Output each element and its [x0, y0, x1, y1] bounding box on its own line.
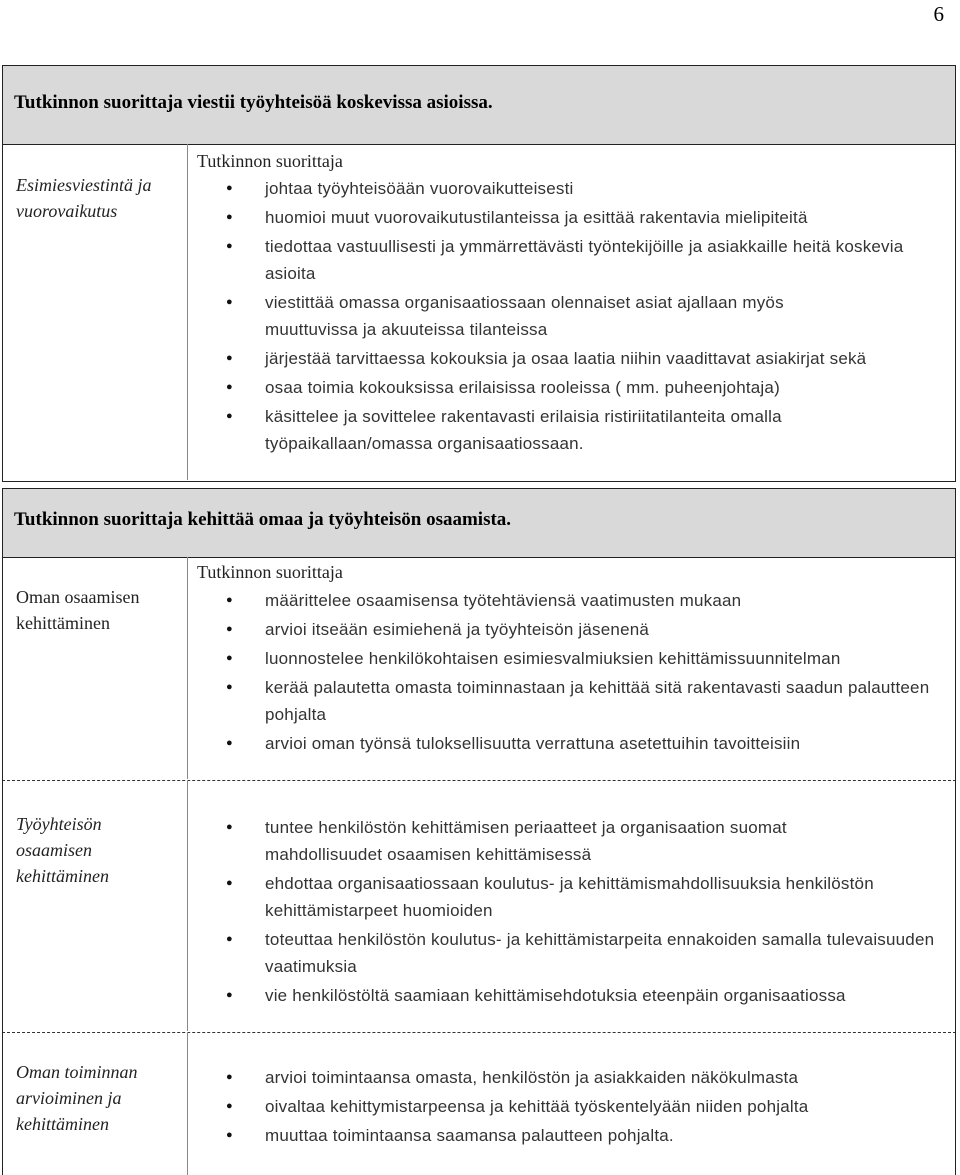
page-number: 6	[933, 2, 944, 26]
row2-label-line-1: Työyhteisön	[16, 814, 102, 834]
row1-label-line-2: kehittäminen	[16, 613, 110, 633]
row3-label-line-2: arvioiminen ja	[16, 1088, 122, 1108]
list-item: ● järjestää tarvittaessa kokouksia ja osaa laatia niihin vaadittavat asiakirjat sekä	[231, 345, 931, 372]
row3-list	[231, 1064, 931, 1151]
row2-label-line-2: osaamisen	[16, 840, 92, 860]
section1-intro: Tutkinnon suorittaja	[197, 151, 343, 171]
section2-row-2	[2, 780, 956, 1033]
list-item: ● viestittää omassa organisaatiossaan olennaiset asiat ajallaan myös muuttuvissa ja akuuteissa tilanteissa	[231, 289, 855, 343]
row2-list	[231, 814, 935, 1011]
list-item: ● tuntee henkilöstön kehittämisen periaatteet ja organisaation suomat mahdollisuudet osaamisen kehittämisessä	[231, 814, 905, 868]
list-item: ● käsittelee ja sovittelee rakentavasti erilaisia ristiriitatilanteita omalla työpaikallaan/omassa organisaatiossaan.	[231, 403, 905, 457]
section1-label	[16, 172, 151, 224]
row3-label	[16, 1059, 138, 1137]
list-item: ● muuttaa toimintaansa saamansa palautteen pohjalta.	[231, 1122, 931, 1149]
list-item: ● arvioi toimintaansa omasta, henkilöstön ja asiakkaiden näkökulmasta	[231, 1064, 931, 1091]
list-item: ● oivaltaa kehittymistarpeensa ja kehittää työskentelyään niiden pohjalta	[231, 1093, 931, 1120]
list-item: ● vie henkilöstöltä saamiaan kehittämisehdotuksia eteenpäin organisaatiossa	[231, 982, 931, 1009]
list-item: ● luonnostelee henkilökohtaisen esimiesvalmiuksien kehittämissuunnitelman	[231, 645, 931, 672]
list-item: ● tiedottaa vastuullisesti ja ymmärrettävästi työntekijöille ja asiakkaille heitä koskevia asioita	[231, 233, 905, 287]
row3-label-line-3: kehittäminen	[16, 1114, 109, 1134]
list-item: ● huomioi muut vuorovaikutustilanteissa ja esittää rakentavia mielipiteitä	[231, 204, 931, 231]
row1-label	[16, 584, 139, 636]
row2-label-line-3: kehittäminen	[16, 866, 109, 886]
section1-list	[231, 175, 931, 459]
list-item: ● ehdottaa organisaatiossaan koulutus- ja kehittämismahdollisuuksia henkilöstön kehittämistarpeet huomioiden	[231, 870, 905, 924]
list-item: ● määrittelee osaamisensa työtehtäviensä vaatimusten mukaan	[231, 587, 931, 614]
section2-header	[2, 488, 956, 558]
section2-heading: Tutkinnon suorittaja kehittää omaa ja työyhteisön osaamista.	[14, 509, 512, 530]
section1-label-line-1: Esimiesviestintä ja	[16, 175, 152, 195]
row1-list	[231, 587, 931, 759]
section1-header	[2, 65, 956, 145]
list-item: ● osaa toimia kokouksissa erilaisissa rooleissa ( mm. puheenjohtaja)	[231, 374, 931, 401]
list-item: ● arvioi itseään esimiehenä ja työyhteisön jäsenenä	[231, 616, 931, 643]
list-item: ● toteuttaa henkilöstön koulutus- ja kehittämistarpeita ennakoiden samalla tulevaisuuden vaatimuksia	[231, 926, 945, 980]
row3-label-line-1: Oman toiminnan	[16, 1062, 138, 1082]
row1-label-line-1: Oman osaamisen	[16, 587, 140, 607]
row1-intro: Tutkinnon suorittaja	[197, 562, 343, 582]
section1-label-line-2: vuorovaikutus	[16, 201, 118, 221]
section2-row-3	[2, 1032, 956, 1175]
section2-row-1	[2, 557, 956, 781]
section1-heading: Tutkinnon suorittaja viestii työyhteisöä koskevissa asioissa.	[14, 92, 493, 113]
row1-label-cell	[3, 557, 188, 779]
list-item: ● johtaa työyhteisöään vuorovaikutteisesti	[231, 175, 931, 202]
row2-label-cell	[3, 780, 188, 1031]
section1-label-cell	[3, 144, 188, 480]
row3-label-cell	[3, 1032, 188, 1175]
section1-table	[2, 144, 956, 482]
row2-label	[16, 811, 109, 889]
list-item: ● kerää palautetta omasta toiminnastaan ja kehittää sitä rakentavasti saadun palautteen pohjalta	[231, 674, 935, 728]
list-item: ● arvioi oman työnsä tuloksellisuutta verrattuna asetettuihin tavoitteisiin	[231, 730, 931, 757]
